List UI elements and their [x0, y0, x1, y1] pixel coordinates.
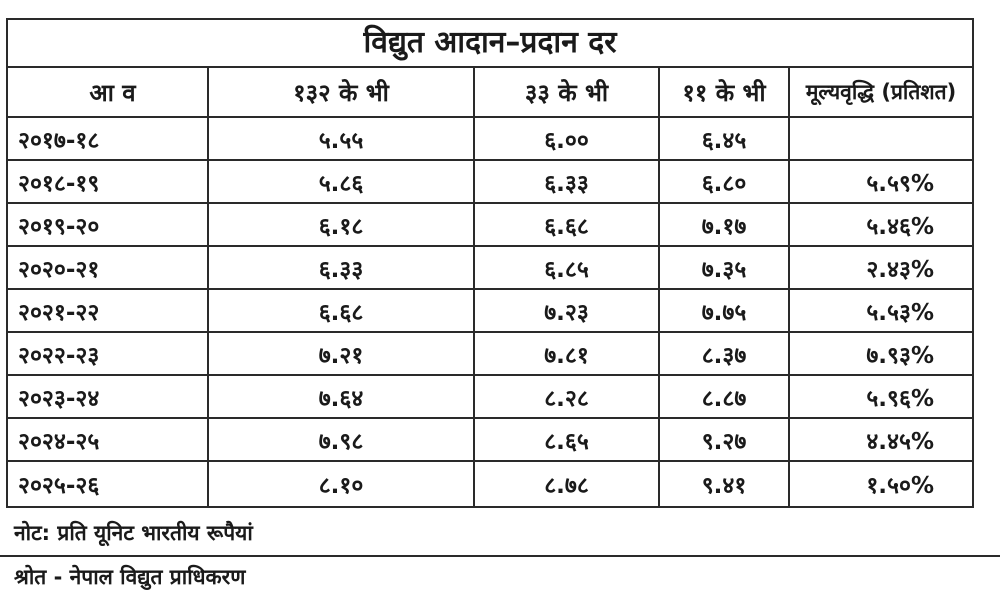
increase-cell: ५.५३%: [866, 299, 934, 326]
increase-cell: ५.५९%: [866, 170, 934, 197]
increase-cell: २.४३%: [866, 256, 934, 283]
rate-132kv-cell: ७.९८: [209, 419, 475, 460]
rate-11kv-cell: ८.३७: [660, 333, 790, 374]
source-line: श्रोत - नेपाल विद्युत प्राधिकरण: [14, 565, 246, 589]
increase-cell: ७.९३%: [866, 342, 934, 369]
table-note: नोट: प्रति यूनिट भारतीय रूपैयां: [14, 521, 253, 545]
rate-11kv-cell: ६.४५: [660, 118, 790, 159]
fiscal-year-cell: २०१७-१८: [8, 118, 209, 159]
rate-132kv-cell: ७.२१: [209, 333, 475, 374]
header-132kv: १३२ के भी: [209, 68, 475, 116]
divider: [0, 555, 1000, 557]
fiscal-year-cell: २०१९-२०: [8, 204, 209, 245]
table-row: [8, 376, 972, 419]
header-fiscal-year: आ व: [8, 68, 209, 116]
rate-33kv-cell: ७.२३: [475, 290, 660, 331]
table-row: [8, 247, 972, 290]
rate-33kv-cell: ६.००: [475, 118, 660, 159]
rate-132kv-cell: ८.१०: [209, 462, 475, 506]
fiscal-year-cell: २०२३-२४: [8, 376, 209, 417]
rate-11kv-cell: ७.७५: [660, 290, 790, 331]
fiscal-year-cell: २०२१-२२: [8, 290, 209, 331]
rate-132kv-cell: ५.८६: [209, 161, 475, 202]
fiscal-year-cell: २०२५-२६: [8, 462, 209, 506]
rate-11kv-cell: ६.८०: [660, 161, 790, 202]
rate-11kv-cell: ७.३५: [660, 247, 790, 288]
rate-132kv-cell: ६.६८: [209, 290, 475, 331]
header-11kv: ११ के भी: [660, 68, 790, 116]
fiscal-year-cell: २०२४-२५: [8, 419, 209, 460]
rate-table: [6, 18, 974, 508]
rate-33kv-cell: ६.६८: [475, 204, 660, 245]
increase-cell: ४.४५%: [866, 428, 934, 455]
rate-132kv-cell: ६.३३: [209, 247, 475, 288]
rate-33kv-cell: ८.२८: [475, 376, 660, 417]
table-row: [8, 204, 972, 247]
rate-33kv-cell: ८.७८: [475, 462, 660, 506]
increase-cell: [790, 118, 972, 159]
rate-132kv-cell: ७.६४: [209, 376, 475, 417]
table-header-row: [8, 68, 972, 118]
header-price-increase: मूल्यवृद्धि (प्रतिशत): [805, 80, 957, 104]
table-row: [8, 118, 972, 161]
fiscal-year-cell: २०१८-१९: [8, 161, 209, 202]
increase-cell: ५.९६%: [866, 385, 934, 412]
rate-33kv-cell: ६.३३: [475, 161, 660, 202]
rate-11kv-cell: ९.२७: [660, 419, 790, 460]
rate-132kv-cell: ५.५५: [209, 118, 475, 159]
rate-33kv-cell: ६.८५: [475, 247, 660, 288]
increase-cell: १.५०%: [866, 473, 934, 499]
rate-33kv-cell: ७.८१: [475, 333, 660, 374]
rate-11kv-cell: ९.४१: [660, 462, 790, 506]
table-row: [8, 333, 972, 376]
table-title: विद्युत आदान–प्रदान दर: [8, 20, 972, 68]
rate-11kv-cell: ७.१७: [660, 204, 790, 245]
table-row: [8, 462, 972, 506]
rate-33kv-cell: ८.६५: [475, 419, 660, 460]
table-row: [8, 419, 972, 462]
header-33kv: ३३ के भी: [475, 68, 660, 116]
table-row: [8, 161, 972, 204]
table-row: [8, 290, 972, 333]
fiscal-year-cell: २०२२-२३: [8, 333, 209, 374]
rate-132kv-cell: ६.१८: [209, 204, 475, 245]
fiscal-year-cell: २०२०-२१: [8, 247, 209, 288]
increase-cell: ५.४६%: [866, 213, 934, 240]
rate-11kv-cell: ८.८७: [660, 376, 790, 417]
